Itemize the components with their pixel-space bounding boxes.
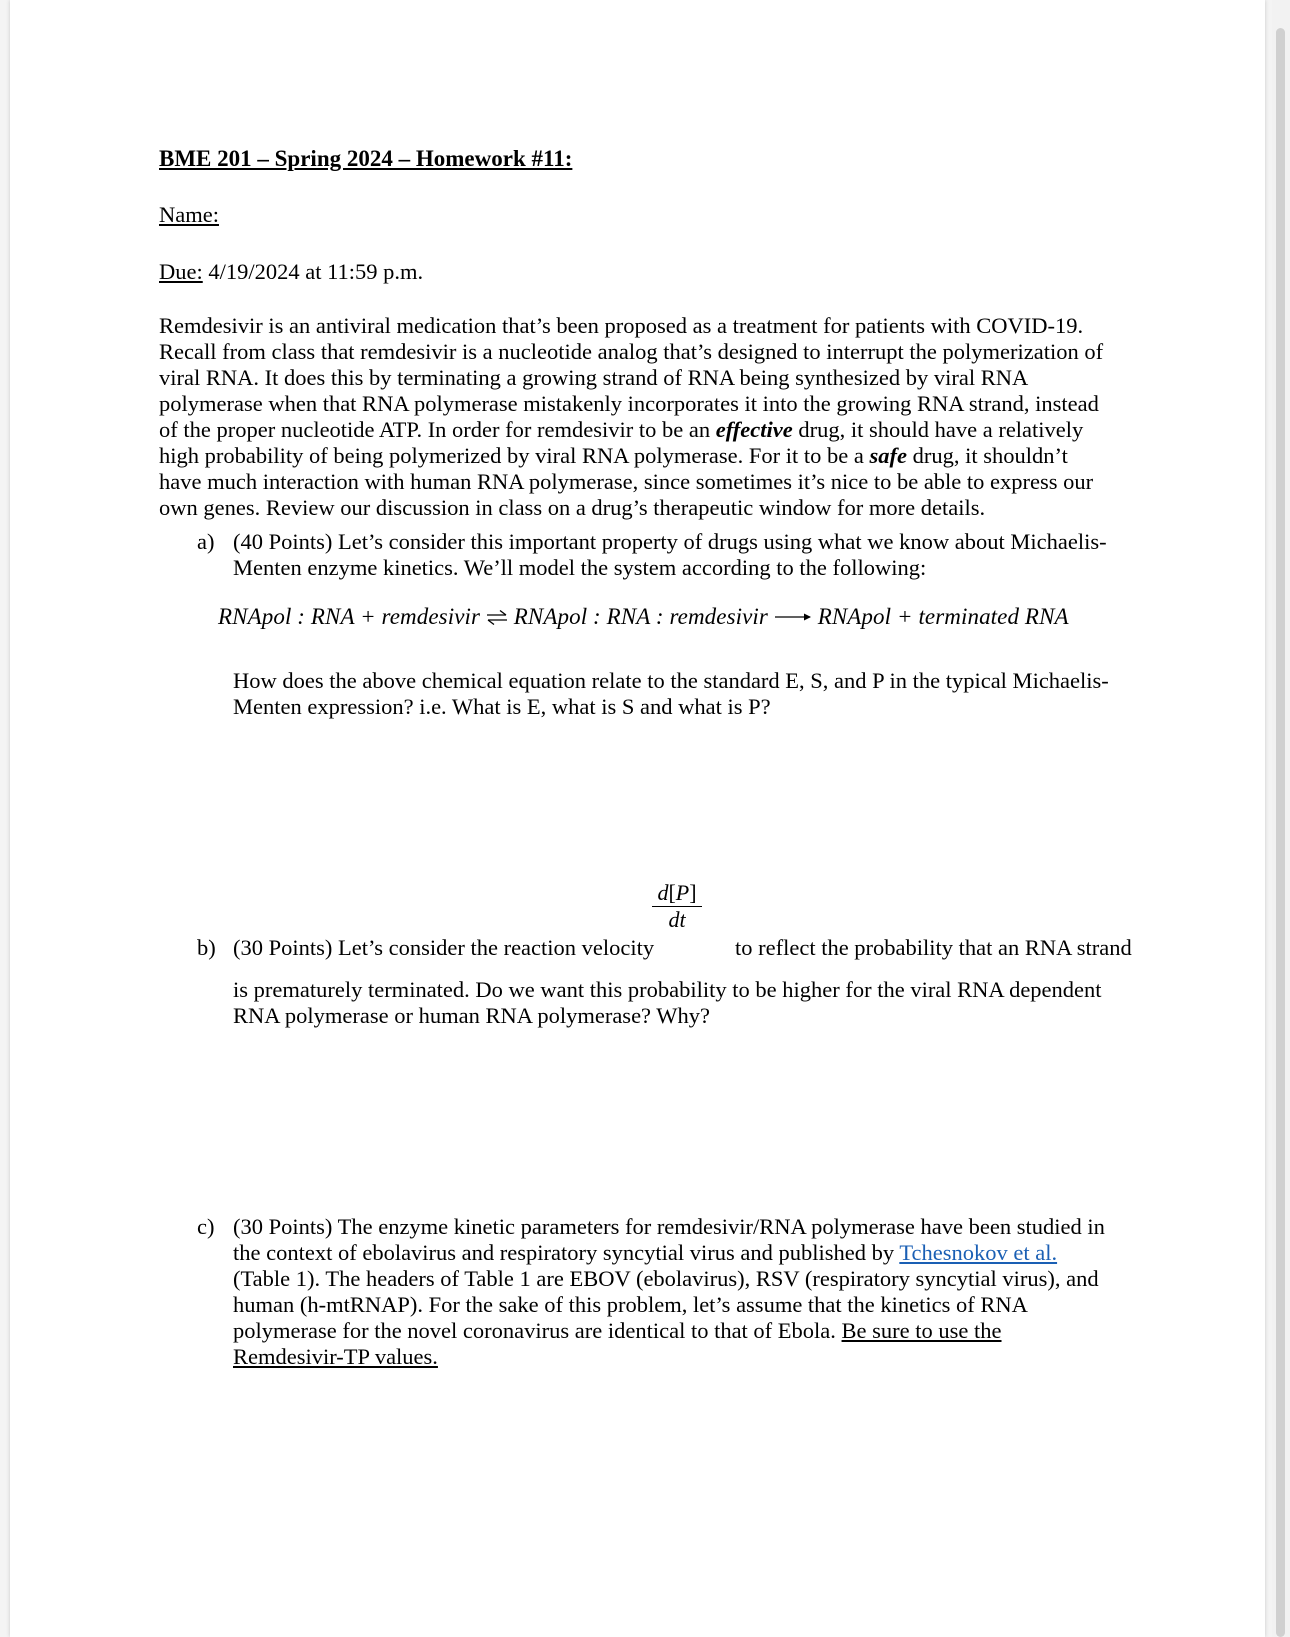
safe-emphasis: safe	[869, 443, 907, 468]
intro-text: drug, it should have a relatively	[792, 417, 1084, 442]
intro-paragraph	[159, 313, 1144, 521]
intro-line: have much interaction with human RNA polymerase, since sometimes it’s nice to be able to express our	[159, 469, 1094, 494]
fraction-var: P	[675, 880, 690, 905]
question-line: RNA polymerase or human RNA polymerase? Why?	[233, 1003, 710, 1028]
fraction-denominator: dt	[668, 907, 686, 932]
intro-line: polymerase when that RNA polymerase mistakenly incorporates it into the growing RNA strand, instead	[159, 391, 1099, 416]
question-text: polymerase for the novel coronavirus are identical to that of Ebola.	[233, 1318, 842, 1343]
equilibrium-arrow-icon	[486, 604, 508, 630]
question-b-text	[233, 977, 1102, 1029]
question-line: (Table 1). The headers of Table 1 are EBOV (ebolavirus), RSV (respiratory syncytial virus), and	[233, 1266, 1099, 1291]
question-c-letter: c)	[197, 1214, 215, 1239]
intro-text: high probability of being polymerized by viral RNA polymerase. For it to be a	[159, 443, 870, 468]
question-line	[233, 1318, 1105, 1344]
question-line: Menten expression? i.e. What is E, what is S and what is P?	[233, 694, 771, 719]
question-a-prompt	[233, 668, 1109, 720]
intro-line: Recall from class that remdesivir is a nucleotide analog that’s designed to interrupt the polymerization of	[159, 339, 1104, 364]
scrollbar-thumb[interactable]	[1276, 28, 1285, 1637]
tchesnokov-link[interactable]: Tchesnokov et al.	[899, 1240, 1058, 1265]
due-value: 4/19/2024 at 11:59 p.m.	[202, 259, 424, 284]
question-a-letter: a)	[197, 529, 215, 554]
reaction-equation	[218, 604, 1069, 630]
equation-complex: RNApol : RNA : remdesivir	[513, 604, 768, 629]
intro-text: of the proper nucleotide ATP. In order for remdesivir to be an	[159, 417, 716, 442]
question-a-text	[233, 529, 1107, 581]
effective-emphasis: effective	[715, 417, 793, 442]
question-c-text	[233, 1214, 1105, 1370]
underlined-instruction: Remdesivir-TP values.	[233, 1344, 438, 1369]
document-page	[10, 0, 1265, 1637]
equation-products: RNApol + terminated RNA	[817, 604, 1069, 629]
name-label: Name:	[159, 202, 219, 227]
forward-arrow-icon	[774, 604, 812, 630]
velocity-fraction	[652, 881, 702, 932]
intro-line	[159, 417, 1144, 443]
question-b-line1-end: to reflect the probability that an RNA strand	[735, 935, 1132, 960]
question-line	[233, 1240, 1105, 1266]
underlined-instruction: Be sure to use the	[841, 1318, 1002, 1343]
question-text: the context of ebolavirus and respiratory syncytial virus and published by	[233, 1240, 900, 1265]
fraction-d: d	[657, 880, 669, 905]
intro-line: own genes. Review our discussion in class on a drug’s therapeutic window for more details.	[159, 495, 986, 520]
question-b-letter: b)	[197, 935, 216, 960]
question-line: (40 Points) Let’s consider this important property of drugs using what we know about Michaelis-	[233, 529, 1107, 554]
intro-line: viral RNA. It does this by terminating a growing strand of RNA being synthesized by viral RNA	[159, 365, 1029, 390]
question-line: is prematurely terminated. Do we want this probability to be higher for the viral RNA dependent	[233, 977, 1102, 1002]
question-line: Menten enzyme kinetics. We’ll model the system according to the following:	[233, 555, 927, 580]
question-b-line1-start: (30 Points) Let’s consider the reaction velocity	[233, 935, 655, 960]
due-line	[159, 259, 423, 285]
question-line: (30 Points) The enzyme kinetic parameters for remdesivir/RNA polymerase have been studied in	[233, 1214, 1105, 1239]
question-line: human (h-mtRNAP). For the sake of this problem, let’s assume that the kinetics of RNA	[233, 1292, 1028, 1317]
intro-text: drug, it shouldn’t	[907, 443, 1068, 468]
question-line: How does the above chemical equation relate to the standard E, S, and P in the typical Michaelis-	[233, 668, 1109, 693]
due-label: Due:	[159, 259, 203, 284]
vertical-scrollbar[interactable]	[1272, 0, 1290, 1637]
page-title: BME 201 – Spring 2024 – Homework #11:	[159, 146, 573, 171]
intro-line: Remdesivir is an antiviral medication that’s been proposed as a treatment for patients with COVID-19.	[159, 313, 1084, 338]
equation-reactants: RNApol : RNA + remdesivir	[218, 604, 481, 629]
fraction-numerator: d[P]	[657, 880, 697, 905]
intro-line	[159, 443, 1144, 469]
